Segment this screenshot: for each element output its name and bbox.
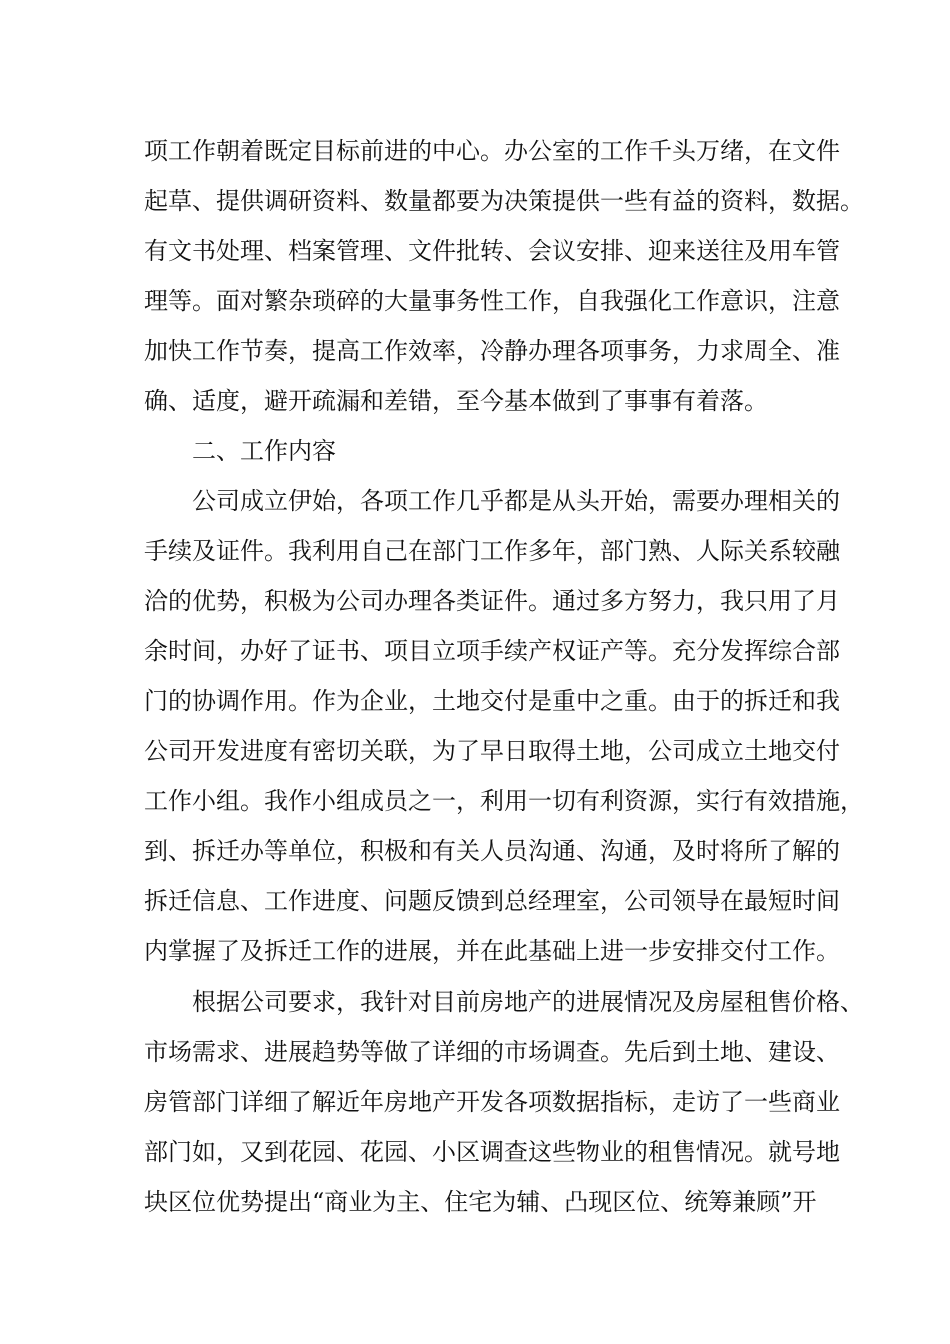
text-line: 理等。面对繁杂琐碎的大量事务性工作，自我强化工作意识，注意 xyxy=(144,287,840,315)
text-line: 到、拆迁办等单位，积极和有关人员沟通、沟通，及时将所了解的 xyxy=(144,837,840,865)
text-line: 有文书处理、档案管理、文件批转、会议安排、迎来送往及用车管 xyxy=(144,237,840,265)
text-line: 加快工作节奏，提高工作效率，冷静办理各项事务，力求周全、准 xyxy=(144,337,840,365)
text-line: 部门如，又到花园、花园、小区调查这些物业的租售情况。就号地 xyxy=(144,1138,840,1166)
text-line: 门的协调作用。作为企业，土地交付是重中之重。由于的拆迁和我 xyxy=(144,687,840,715)
text-line: 项工作朝着既定目标前进的中心。办公室的工作千头万绪，在文件 xyxy=(144,137,840,165)
text-line: 市场需求、进展趋势等做了详细的市场调查。先后到土地、建设、 xyxy=(144,1038,840,1066)
text-line: 公司开发进度有密切关联，为了早日取得土地，公司成立土地交付 xyxy=(144,737,840,765)
text-line: 房管部门详细了解近年房地产开发各项数据指标，走访了一些商业 xyxy=(144,1088,840,1116)
text-line: 拆迁信息、工作进度、问题反馈到总经理室，公司领导在最短时间 xyxy=(144,887,840,915)
text-line: 洽的优势，积极为公司办理各类证件。通过多方努力，我只用了月 xyxy=(144,587,840,615)
text-line: 余时间，办好了证书、项目立项手续产权证产等。充分发挥综合部 xyxy=(144,637,840,665)
text-line: 起草、提供调研资料、数量都要为决策提供一些有益的资料，数据。 xyxy=(144,187,864,215)
text-line: 公司成立伊始，各项工作几乎都是从头开始，需要办理相关的 xyxy=(192,487,840,515)
text-line: 块区位优势提出“商业为主、住宅为辅、凸现区位、统筹兼顾”开 xyxy=(144,1188,817,1216)
text-line: 工作小组。我作小组成员之一，利用一切有利资源，实行有效措施， xyxy=(144,787,864,815)
text-line: 内掌握了及拆迁工作的进展，并在此基础上进一步安排交付工作。 xyxy=(144,937,840,965)
text-line: 根据公司要求，我针对目前房地产的进展情况及房屋租售价格、 xyxy=(192,988,864,1016)
text-line: 手续及证件。我利用自己在部门工作多年，部门熟、人际关系较融 xyxy=(144,537,840,565)
text-line: 确、适度，避开疏漏和差错，至今基本做到了事事有着落。 xyxy=(144,387,768,415)
section-heading: 二、工作内容 xyxy=(192,437,336,465)
